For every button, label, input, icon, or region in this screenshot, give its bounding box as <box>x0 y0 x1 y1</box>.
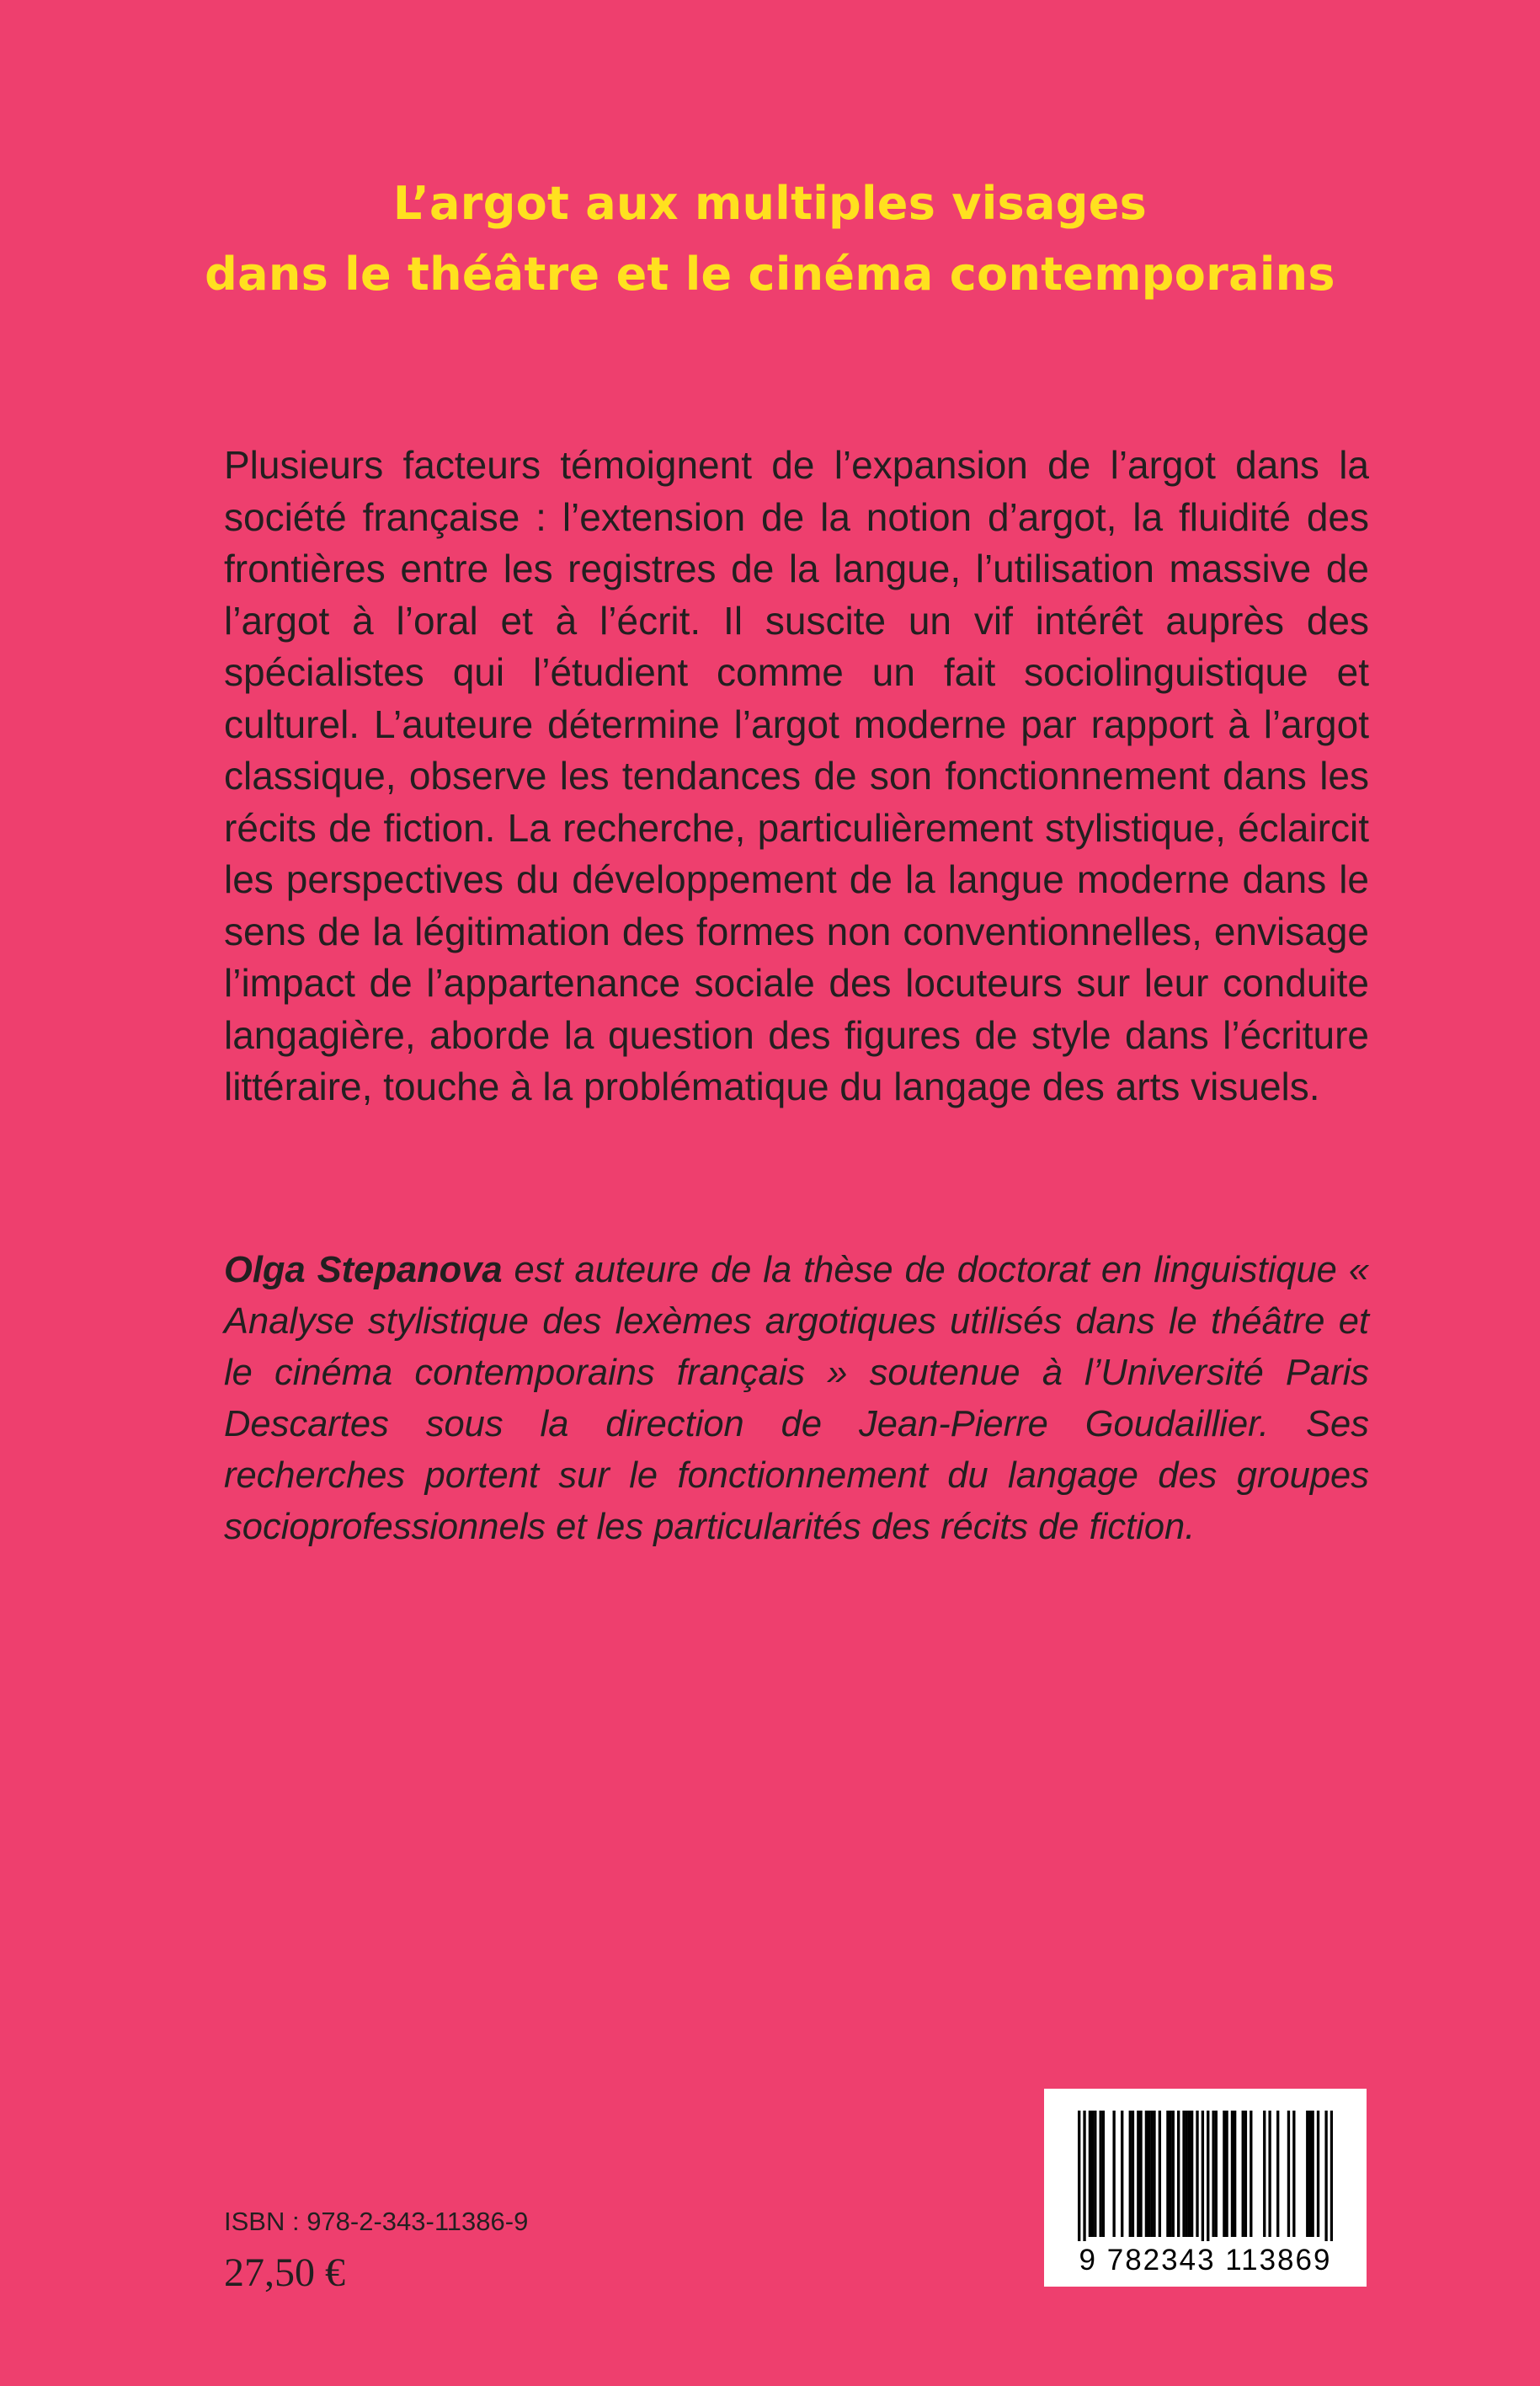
barcode-bar <box>1100 2111 1102 2237</box>
barcode-bar <box>1231 2111 1234 2237</box>
barcode-bar <box>1242 2111 1244 2237</box>
barcode-bar <box>1182 2111 1185 2237</box>
book-title-line-1: L’argot aux multiples visages <box>392 177 1148 230</box>
book-summary: Plusieurs facteurs témoignent de l’expansion de l’argot dans la société française : l’extension de la notion d’argot, la fluidité des frontières entre les registres de la langue, l’utilisation massive de l’argot à l’oral et à l’écrit. Il suscite un vif intérêt auprès des spécialistes qui l’étudient comme un fait sociolinguistique et culturel. L’auteure détermine l’argot moderne par rapport à l’argot classique, observe les tendances de son fonctionnement dans les récits de fiction. La recherche, particulièrement stylistique, éclaircit les perspectives du développement de la langue moderne dans le sens de la légitimation des formes non conventionnelles, envisage l’impact de l’appartenance sociale des locuteurs sur leur conduite langagière, aborde la question des figures de style dans l’écriture littéraire, touche à la problématique du langage des arts visuels. <box>224 443 1369 1108</box>
barcode-bar <box>1159 2111 1161 2237</box>
barcode-bar <box>1276 2111 1279 2237</box>
barcode-bar <box>1212 2111 1214 2237</box>
barcode-bar <box>1129 2111 1132 2237</box>
author-bio <box>224 1245 1369 1553</box>
isbn-label: ISBN : 978-2-343-11386-9 <box>224 2207 529 2236</box>
barcode-bar <box>1145 2111 1148 2237</box>
book-title-line-2: dans le théâtre et le cinéma contemporains <box>205 248 1335 301</box>
barcode-bar <box>1186 2111 1188 2237</box>
barcode-bar <box>1225 2111 1228 2237</box>
barcode-bar <box>1188 2111 1191 2237</box>
barcode-bar <box>1196 2111 1198 2237</box>
barcode-bar <box>1263 2111 1266 2237</box>
barcode-bar <box>1153 2111 1155 2237</box>
author-bio-text: est auteure de la thèse de doctorat en linguistique « Analyse stylistique des lexèmes argotiques utilisés dans le théâtre et le cinéma contemporains français » soutenue à l’Université Paris Descartes sous la direction de Jean-Pierre Goudaillier. Ses recherches portent sur le fonctionnement du langage des groupes socioprofessionnels et les particularités des récits de fiction. <box>224 1250 1369 1547</box>
barcode-bar <box>1202 2111 1204 2241</box>
author-name: Olga Stepanova <box>224 1250 503 1290</box>
barcode-bar <box>1094 2111 1096 2237</box>
barcode-bar <box>1169 2111 1171 2237</box>
barcode-bar <box>1292 2111 1295 2237</box>
barcode-bar <box>1177 2111 1180 2237</box>
barcode-bar <box>1324 2111 1327 2241</box>
barcode-bar <box>1330 2111 1333 2241</box>
barcode-bar <box>1287 2111 1290 2237</box>
barcode-bar <box>1166 2111 1169 2237</box>
barcode-bar <box>1148 2111 1150 2237</box>
barcode-bar <box>1089 2111 1091 2237</box>
barcode-bar <box>1215 2111 1218 2237</box>
barcode-bar <box>1207 2111 1209 2241</box>
barcode-bar <box>1112 2111 1115 2237</box>
barcode-bar <box>1234 2111 1236 2237</box>
book-title <box>0 168 1540 310</box>
barcode-bars <box>1078 2111 1333 2241</box>
barcode-bar <box>1317 2111 1319 2237</box>
barcode-bar <box>1306 2111 1308 2237</box>
barcode-bar <box>1078 2111 1080 2241</box>
barcode-bar <box>1172 2111 1175 2237</box>
barcode-bar <box>1223 2111 1225 2237</box>
barcode-bar <box>1132 2111 1134 2237</box>
price-label: 27,50 € <box>224 2250 345 2295</box>
barcode-bar <box>1102 2111 1105 2237</box>
barcode <box>1044 2089 1367 2287</box>
barcode-bar <box>1150 2111 1153 2237</box>
barcode-bar <box>1250 2111 1252 2237</box>
barcode-digits: 9 782343 113869 <box>1079 2244 1332 2277</box>
barcode-bar <box>1121 2111 1123 2237</box>
barcode-bar <box>1083 2111 1085 2241</box>
barcode-bar <box>1308 2111 1311 2237</box>
barcode-bar <box>1091 2111 1094 2237</box>
barcode-bar <box>1139 2111 1142 2237</box>
barcode-bar <box>1137 2111 1139 2237</box>
barcode-bar <box>1244 2111 1247 2237</box>
barcode-bar <box>1311 2111 1314 2237</box>
barcode-bar <box>1191 2111 1193 2237</box>
barcode-bar <box>1268 2111 1271 2237</box>
